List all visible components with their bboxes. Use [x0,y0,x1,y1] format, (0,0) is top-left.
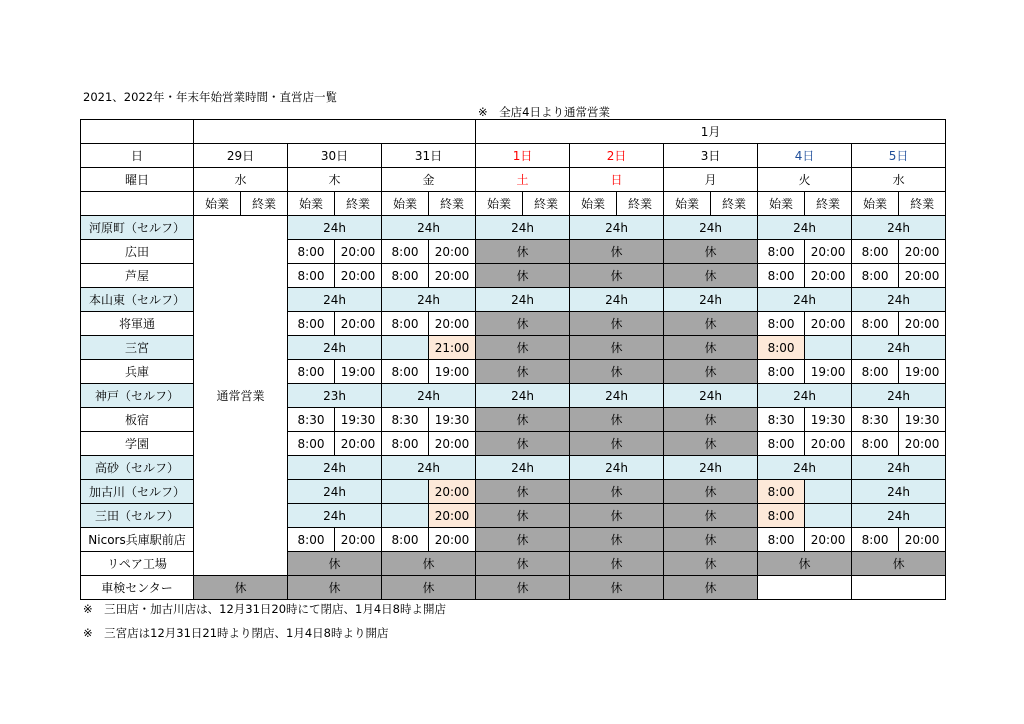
hours-cell: 24h [288,480,382,504]
store-name: 板宿 [81,408,194,432]
end-time-cell: 19:00 [805,360,852,384]
store-name: 車検センター [81,576,194,600]
closed-cell: 休 [288,576,382,600]
start-time-cell: 8:00 [382,360,429,384]
start-time-cell: 8:00 [288,312,335,336]
date-cell: 30日 [288,144,382,168]
end-label: 終業 [241,192,288,216]
closed-cell: 休 [476,528,570,552]
start-time-cell: 8:00 [288,432,335,456]
closed-cell: 休 [476,360,570,384]
start-label: 始業 [852,192,899,216]
weekday-label: 曜日 [81,168,194,192]
end-time-cell: 20:00 [805,264,852,288]
weekday-cell: 金 [382,168,476,192]
end-time-cell: 19:00 [899,360,946,384]
store-name: 広田 [81,240,194,264]
start-time-cell: 8:30 [758,408,805,432]
end-label: 終業 [429,192,476,216]
end-label: 終業 [335,192,382,216]
date-cell: 5日 [852,144,946,168]
footnote-sannomiya: ※ 三宮店は12月31日21時より閉店、1月4日8時より開店 [83,626,389,640]
end-time-cell: 20:00 [899,312,946,336]
end-time-cell: 20:00 [899,432,946,456]
start-time-cell: 8:00 [758,240,805,264]
start-time-cell: 8:00 [288,360,335,384]
closed-cell: 休 [570,504,664,528]
corner-cell [81,120,194,144]
hours-cell: 24h [288,504,382,528]
hours-cell: 24h [758,216,852,240]
end-time-cell: 20:00 [429,240,476,264]
start-label: 始業 [758,192,805,216]
hours-cell: 24h [570,456,664,480]
hours-cell: 24h [288,216,382,240]
store-name: 将軍通 [81,312,194,336]
store-name: リペア工場 [81,552,194,576]
store-row [81,576,946,600]
hours-cell: 24h [852,216,946,240]
end-time-cell [805,480,852,504]
closed-cell: 休 [476,240,570,264]
store-name: 神戸（セルフ） [81,384,194,408]
hours-cell: 24h [476,456,570,480]
start-label: 始業 [476,192,523,216]
start-time-cell: 8:00 [382,432,429,456]
date-label: 日 [81,144,194,168]
closed-cell: 休 [570,240,664,264]
store-name: 本山東（セルフ） [81,288,194,312]
closed-cell: 休 [382,576,476,600]
closed-cell: 休 [476,432,570,456]
weekday-cell: 水 [194,168,288,192]
hours-cell: 24h [570,216,664,240]
closed-cell: 休 [664,336,758,360]
closed-cell: 休 [664,240,758,264]
start-time-cell: 8:00 [288,240,335,264]
closed-cell: 休 [664,504,758,528]
closed-cell: 休 [382,552,476,576]
closed-cell: 休 [664,480,758,504]
start-time-cell: 8:00 [288,264,335,288]
closed-cell: 休 [194,576,288,600]
business-hours-table [80,119,946,600]
end-time-cell: 21:00 [429,336,476,360]
closed-cell: 休 [476,408,570,432]
hours-cell: 23h [288,384,382,408]
end-label: 終業 [617,192,664,216]
closed-cell: 休 [476,504,570,528]
weekday-cell: 月 [664,168,758,192]
start-label: 始業 [194,192,241,216]
end-time-cell: 20:00 [899,264,946,288]
closed-cell: 休 [288,552,382,576]
start-time-cell: 8:00 [852,528,899,552]
closed-cell: 休 [664,576,758,600]
end-time-cell: 20:00 [805,240,852,264]
closed-cell: 休 [476,312,570,336]
end-time-cell: 20:00 [429,504,476,528]
hours-cell: 24h [758,456,852,480]
start-label: 始業 [664,192,711,216]
closed-cell: 休 [852,552,946,576]
end-time-cell: 20:00 [335,528,382,552]
closed-cell: 休 [570,528,664,552]
store-name: 学園 [81,432,194,456]
start-label: 始業 [382,192,429,216]
store-name: 芦屋 [81,264,194,288]
start-time-cell: 8:00 [852,240,899,264]
date-cell: 29日 [194,144,288,168]
start-time-cell: 8:30 [288,408,335,432]
closed-cell: 休 [664,432,758,456]
store-name: Nicors兵庫駅前店 [81,528,194,552]
hours-cell: 24h [664,384,758,408]
end-label: 終業 [523,192,570,216]
end-time-cell: 20:00 [805,432,852,456]
date-cell: 1日 [476,144,570,168]
hours-cell: 24h [852,480,946,504]
empty-cell [852,576,946,600]
end-time-cell: 20:00 [429,264,476,288]
start-time-cell: 8:00 [382,240,429,264]
hours-cell: 24h [476,384,570,408]
end-time-cell: 19:00 [429,360,476,384]
closed-cell: 休 [758,552,852,576]
closed-cell: 休 [570,360,664,384]
start-label: 始業 [570,192,617,216]
store-name: 兵庫 [81,360,194,384]
hours-cell: 24h [852,504,946,528]
document-title: 2021、2022年・年末年始営業時間・直営店一覧 [83,90,338,104]
end-time-cell: 20:00 [429,432,476,456]
footnote-sanda-kakogawa: ※ 三田店・加古川店は、12月31日20時にて閉店、1月4日8時よ開店 [83,602,446,616]
closed-cell: 休 [476,576,570,600]
hours-cell: 24h [382,384,476,408]
shift-label-corner [81,192,194,216]
hours-cell: 24h [664,456,758,480]
end-time-cell: 20:00 [429,480,476,504]
end-time-cell: 19:30 [805,408,852,432]
hours-cell: 24h [570,384,664,408]
end-label: 終業 [899,192,946,216]
hours-cell: 24h [382,216,476,240]
hours-cell: 24h [476,288,570,312]
weekday-cell: 日 [570,168,664,192]
table-body [81,120,946,600]
notice-text: ※ 全店4日より通常営業 [478,105,610,119]
end-time-cell: 20:00 [335,264,382,288]
start-time-cell: 8:00 [288,528,335,552]
closed-cell: 休 [664,552,758,576]
hours-cell: 24h [852,384,946,408]
date-row [81,144,946,168]
closed-cell: 休 [664,408,758,432]
closed-cell: 休 [570,432,664,456]
closed-cell: 休 [570,408,664,432]
hours-cell: 24h [382,456,476,480]
end-time-cell: 19:30 [335,408,382,432]
hours-cell: 24h [476,216,570,240]
start-time-cell: 8:00 [758,432,805,456]
start-time-cell [382,480,429,504]
store-name: 三宮 [81,336,194,360]
end-time-cell: 20:00 [429,528,476,552]
start-time-cell: 8:00 [758,312,805,336]
store-name: 加古川（セルフ） [81,480,194,504]
closed-cell: 休 [570,336,664,360]
start-time-cell: 8:00 [758,336,805,360]
closed-cell: 休 [570,552,664,576]
store-name: 高砂（セルフ） [81,456,194,480]
end-label: 終業 [711,192,758,216]
start-label: 始業 [288,192,335,216]
closed-cell: 休 [476,480,570,504]
empty-cell [758,576,852,600]
end-time-cell: 19:30 [899,408,946,432]
date-cell: 31日 [382,144,476,168]
end-time-cell: 20:00 [335,432,382,456]
closed-cell: 休 [664,264,758,288]
closed-cell: 休 [476,264,570,288]
hours-cell: 24h [664,216,758,240]
hours-cell: 24h [852,456,946,480]
end-time-cell [805,336,852,360]
closed-cell: 休 [570,480,664,504]
start-time-cell: 8:00 [852,264,899,288]
end-time-cell: 20:00 [335,312,382,336]
store-row [81,216,946,240]
date-cell: 3日 [664,144,758,168]
start-time-cell: 8:00 [382,312,429,336]
hours-cell: 24h [570,288,664,312]
weekday-row [81,168,946,192]
start-time-cell: 8:00 [758,504,805,528]
end-time-cell: 19:00 [335,360,382,384]
december-span-cell [194,120,476,144]
closed-cell: 休 [476,336,570,360]
store-name: 三田（セルフ） [81,504,194,528]
start-time-cell [382,504,429,528]
closed-cell: 休 [570,576,664,600]
start-time-cell: 8:00 [852,360,899,384]
end-time-cell: 20:00 [429,312,476,336]
hours-cell: 24h [758,384,852,408]
start-time-cell: 8:30 [382,408,429,432]
closed-cell: 休 [476,552,570,576]
regular-hours-cell: 通常営業 [194,216,288,576]
weekday-cell: 水 [852,168,946,192]
start-time-cell: 8:00 [758,528,805,552]
month-cell: 1月 [476,120,946,144]
hours-cell: 24h [758,288,852,312]
start-time-cell: 8:00 [852,432,899,456]
end-time-cell: 20:00 [805,528,852,552]
hours-cell: 24h [664,288,758,312]
end-time-cell: 20:00 [805,312,852,336]
start-time-cell: 8:00 [382,528,429,552]
end-time-cell: 20:00 [899,240,946,264]
start-time-cell: 8:00 [852,312,899,336]
date-cell: 4日 [758,144,852,168]
end-time-cell [805,504,852,528]
weekday-cell: 火 [758,168,852,192]
hours-cell: 24h [852,288,946,312]
date-cell: 2日 [570,144,664,168]
closed-cell: 休 [570,264,664,288]
start-time-cell [382,336,429,360]
weekday-cell: 木 [288,168,382,192]
end-time-cell: 19:30 [429,408,476,432]
end-label: 終業 [805,192,852,216]
shift-label-row [81,192,946,216]
closed-cell: 休 [570,312,664,336]
end-time-cell: 20:00 [335,240,382,264]
hours-cell: 24h [288,456,382,480]
month-row [81,120,946,144]
start-time-cell: 8:00 [758,480,805,504]
hours-cell: 24h [852,336,946,360]
hours-cell: 24h [382,288,476,312]
weekday-cell: 土 [476,168,570,192]
hours-cell: 24h [288,288,382,312]
hours-cell: 24h [288,336,382,360]
closed-cell: 休 [664,360,758,384]
start-time-cell: 8:00 [382,264,429,288]
end-time-cell: 20:00 [899,528,946,552]
start-time-cell: 8:00 [758,264,805,288]
start-time-cell: 8:00 [758,360,805,384]
closed-cell: 休 [664,528,758,552]
closed-cell: 休 [664,312,758,336]
start-time-cell: 8:30 [852,408,899,432]
store-name: 河原町（セルフ） [81,216,194,240]
